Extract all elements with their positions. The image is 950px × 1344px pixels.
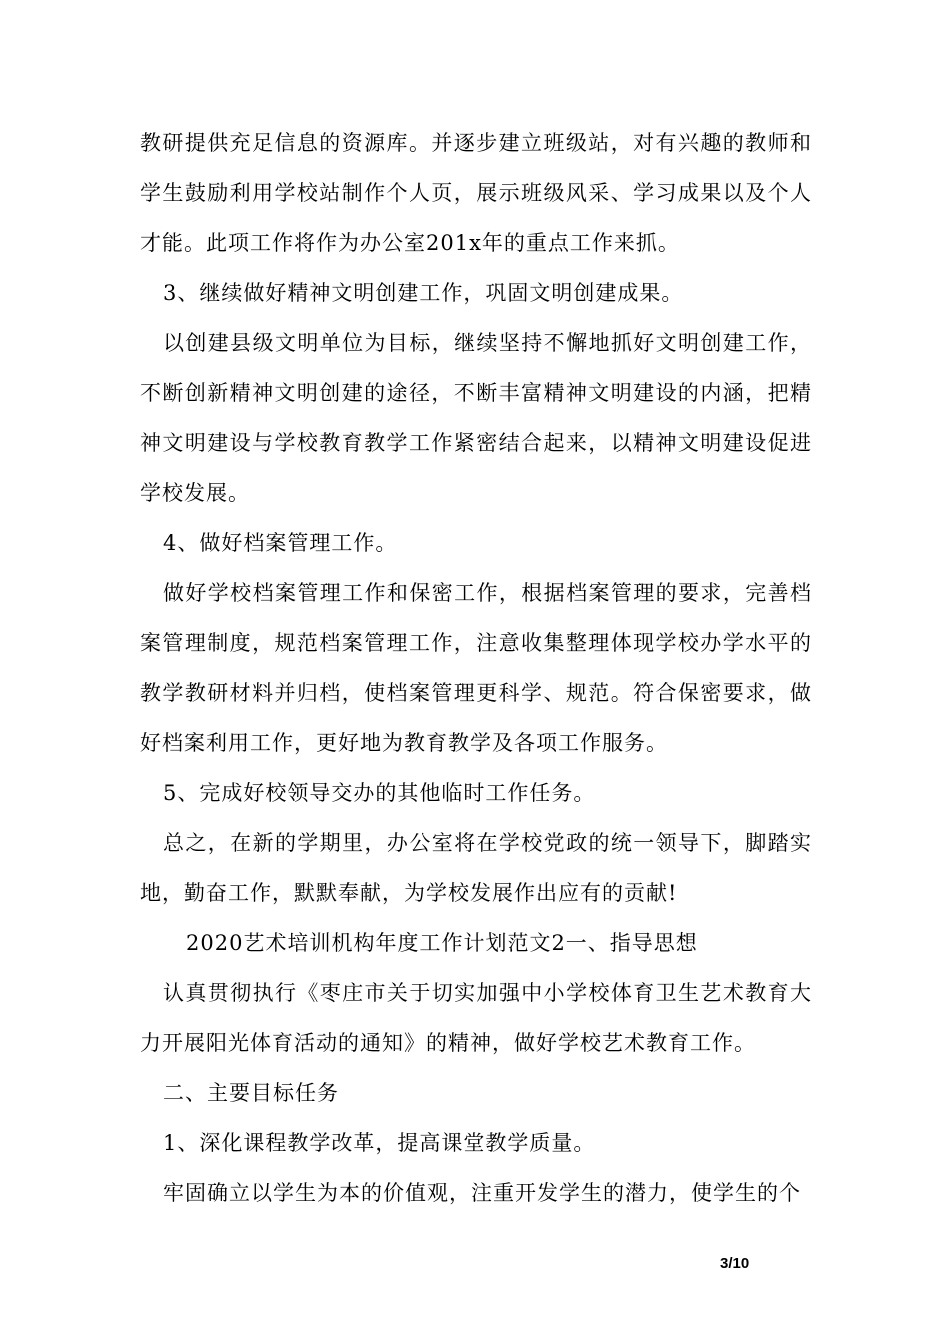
paragraph-guiding-ideology: 认真贯彻执行《枣庄市关于切实加强中小学校体育卫生艺术教育大力开展阳光体育活动的通知》的精神，做好学校艺术教育工作。 xyxy=(140,981,812,1055)
heading-curriculum-reform: 1、深化课程教学改革，提高课堂教学质量。 xyxy=(163,1131,596,1155)
paragraph-resource-library: 教研提供充足信息的资源库。并逐步建立班级站，对有兴趣的教师和学生鼓励利用学校站制作个人页，展示班级风采、学习成果以及个人才能。此项工作将作为办公室201x年的重点工作来抓。 xyxy=(140,131,812,255)
heading-civilization-work: 3、继续做好精神文明创建工作，巩固文明创建成果。 xyxy=(163,281,684,305)
section-title-art-training-plan: 2020艺术培训机构年度工作计划范文2一、指导思想 xyxy=(186,931,698,955)
paragraph-conclusion: 总之，在新的学期里，办公室将在学校党政的统一领导下，脚踏实地，勤奋工作，默默奉献，为学校发展作出应有的贡献! xyxy=(140,831,812,905)
heading-temporary-tasks: 5、完成好校领导交办的其他临时工作任务。 xyxy=(163,781,596,805)
paragraph-student-centered: 牢固确立以学生为本的价值观，注重开发学生的潜力，使学生的个 xyxy=(163,1181,801,1205)
paragraph-civilization-work: 以创建县级文明单位为目标，继续坚持不懈地抓好文明创建工作，不断创新精神文明创建的途径，不断丰富精神文明建设的内涵，把精神文明建设与学校教育教学工作紧密结合起来，以精神文明建设促进学校发展。 xyxy=(140,331,812,505)
heading-main-goals: 二、主要目标任务 xyxy=(163,1081,339,1105)
document-body xyxy=(140,118,812,1218)
page-number: 3/10 xyxy=(720,1255,750,1272)
paragraph-archive-management: 做好学校档案管理工作和保密工作，根据档案管理的要求，完善档案管理制度，规范档案管理工作，注意收集整理体现学校办学水平的教学教研材料并归档，使档案管理更科学、规范。符合保密要求，做好档案利用工作，更好地为教育教学及各项工作服务。 xyxy=(140,581,812,755)
heading-archive-management: 4、做好档案管理工作。 xyxy=(163,531,398,555)
